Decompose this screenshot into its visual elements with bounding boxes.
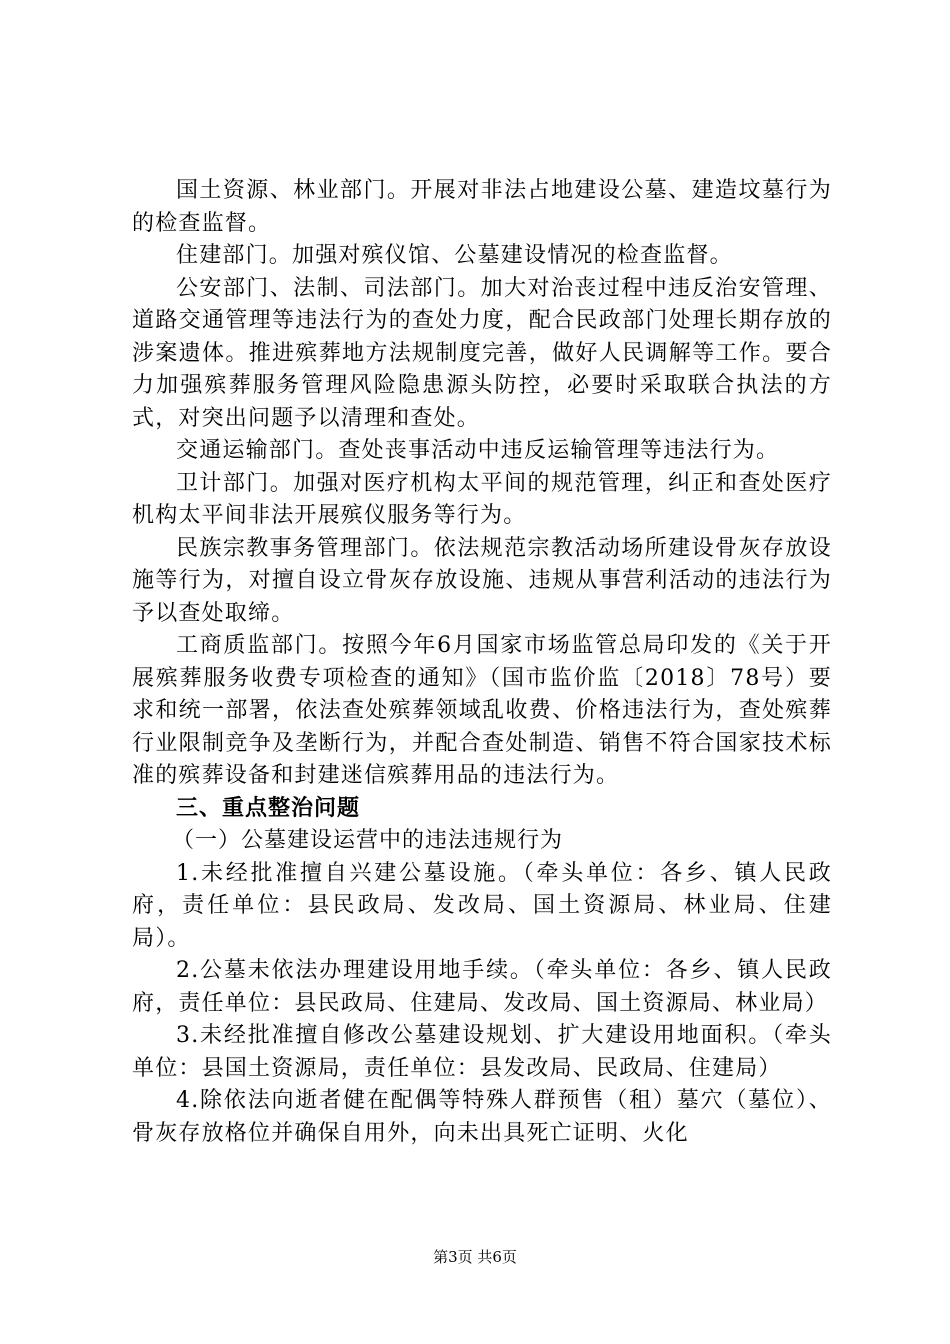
page-footer: 第3页 共6页: [433, 1248, 517, 1266]
paragraph-housing: 住建部门。加强对殡仪馆、公墓建设情况的检查监督。: [176, 243, 733, 268]
paragraph-public-security: 公安部门、法制、司法部门。加大对治丧过程中违反治安管理、道路交通管理等违法行为的查处力度，配合民政部门处理长期存放的涉案遗体。推进殡葬地方法规制度完善，做好人民调解等工作。要合力加强殡葬服务管理风险隐患源头防控，必要时采取联合执法的方式，对突出问题予以清理和查处。: [132, 275, 832, 431]
list-item: 2.公墓未依法办理建设用地手续。（牵头单位：各乡、镇人民政府，责任单位：县民政局、住建局、发改局、国土资源局、林业局）: [132, 958, 832, 1016]
paragraph-transport: 交通运输部门。查处丧事活动中违反运输管理等违法行为。: [176, 438, 780, 463]
paragraph-religion: 民族宗教事务管理部门。依法规范宗教活动场所建设骨灰存放设施等行为，对擅自设立骨灰存放设施、违规从事营利活动的违法行为予以查处取缔。: [132, 535, 832, 626]
paragraph-land-forestry: 国土资源、林业部门。开展对非法占地建设公墓、建造坟墓行为的检查监督。: [132, 178, 832, 236]
document-body: [132, 175, 832, 1150]
list-item: 1.未经批准擅自兴建公墓设施。（牵头单位：各乡、镇人民政府，责任单位：县民政局、发改局、国土资源局、林业局、住建局）。: [132, 860, 832, 951]
subsection-heading: （一）公墓建设运营中的违法违规行为: [172, 828, 564, 853]
section-heading: 三、重点整治问题: [176, 795, 361, 821]
paragraph-health: 卫计部门。加强对医疗机构太平间的规范管理，纠正和查处医疗机构太平间非法开展殡仪服务等行为。: [132, 470, 832, 528]
list-item: 3.未经批准擅自修改公墓建设规划、扩大建设用地面积。（牵头单位：县国土资源局，责任单位：县发改局、民政局、住建局）: [132, 1023, 832, 1081]
paragraph-industry-commerce: 工商质监部门。按照今年6月国家市场监管总局印发的《关于开展殡葬服务收费专项检查的通知》（国市监价监〔2018〕78号）要求和统一部署，依法查处殡葬领域乱收费、价格违法行为，查处殡葬行业限制竞争及垄断行为，并配合查处制造、销售不符合国家技术标准的殡葬设备和封建迷信殡葬用品的违法行为。: [132, 633, 832, 788]
list-item: 4.除依法向逝者健在配偶等特殊人群预售（租）墓穴（墓位）、骨灰存放格位并确保自用外，向未出具死亡证明、火化: [132, 1088, 832, 1146]
